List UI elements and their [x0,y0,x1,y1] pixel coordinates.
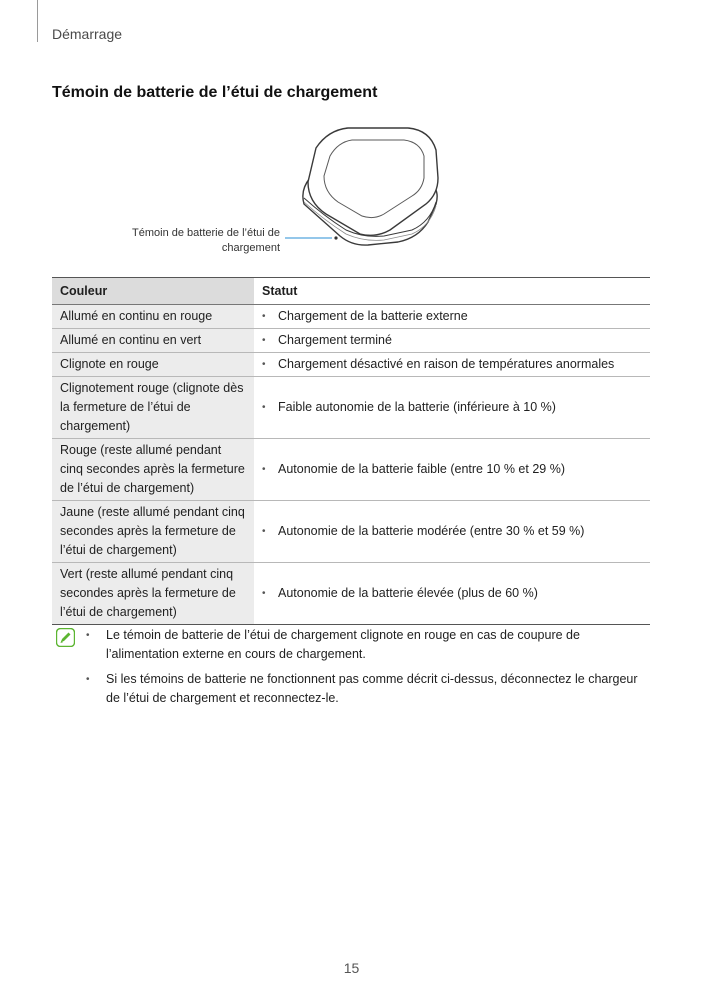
figure-callout-label: Témoin de batterie de l’étui de chargement [132,227,280,254]
bullet-icon: • [262,588,266,599]
bullet-icon: • [86,674,90,685]
bullet-icon: • [262,402,266,413]
table-row [52,439,650,501]
status-cell: • Faible autonomie de la batterie (inférieure à 10 %) [254,377,650,439]
status-cell: • Chargement terminé [254,329,650,353]
table-row [52,377,650,439]
color-cell: Clignotement rouge (clignote dès la fermeture de l’étui de chargement) [52,377,254,439]
page-heading: Témoin de batterie de l’étui de chargement [52,84,378,101]
bullet-icon: • [262,335,266,346]
battery-led-dot [334,236,337,239]
table-row [52,501,650,563]
notes-list [86,626,651,714]
bullet-icon: • [262,526,266,537]
status-cell: • Autonomie de la batterie modérée (entre 30 % et 59 %) [254,501,650,563]
bullet-icon: • [262,311,266,322]
margin-rule [37,0,38,42]
color-cell: Rouge (reste allumé pendant cinq secondes après la fermeture de l’étui de chargement) [52,439,254,501]
table-row [52,305,650,329]
color-cell: Clignote en rouge [52,353,254,377]
color-cell: Allumé en continu en rouge [52,305,254,329]
table-row [52,563,650,625]
status-cell: • Autonomie de la batterie faible (entre 10 % et 29 %) [254,439,650,501]
header-status: Statut [254,278,650,305]
charging-case-illustration [280,118,450,258]
page-number: 15 [343,960,360,976]
status-cell: • Chargement de la batterie externe [254,305,650,329]
header-color: Couleur [52,278,254,305]
section-title: Démarrage [52,26,123,42]
color-cell: Allumé en continu en vert [52,329,254,353]
bullet-icon: • [86,630,90,641]
note-pencil-icon [56,628,75,647]
list-item: • Si les témoins de batterie ne fonctionnent pas comme décrit ci-dessus, déconnectez le chargeur de l’étui de chargement et reconnectez-le. [86,670,651,708]
status-table [52,277,650,625]
table-row [52,353,650,377]
color-cell: Jaune (reste allumé pendant cinq secondes après la fermeture de l’étui de chargement) [52,501,254,563]
status-cell: • Autonomie de la batterie élevée (plus de 60 %) [254,563,650,625]
color-cell: Vert (reste allumé pendant cinq secondes après la fermeture de l’étui de chargement) [52,563,254,625]
bullet-icon: • [262,464,266,475]
status-cell: • Chargement désactivé en raison de températures anormales [254,353,650,377]
bullet-icon: • [262,359,266,370]
table-row [52,329,650,353]
list-item: • Le témoin de batterie de l’étui de chargement clignote en rouge en cas de coupure de l’alimentation externe en cours de chargement. [86,626,651,664]
